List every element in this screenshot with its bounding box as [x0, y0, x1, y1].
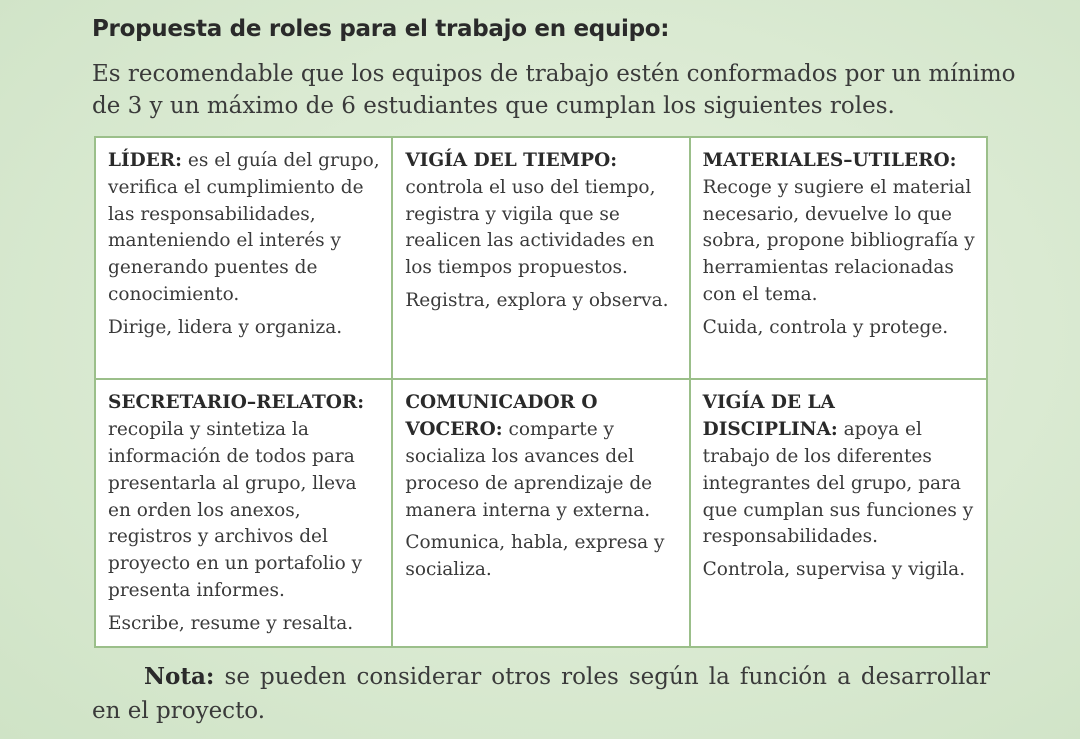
note-paragraph	[92, 660, 990, 728]
role-name: LÍDER:	[108, 150, 183, 171]
role-description: es el guía del grupo, verifica el cumplimiento de las responsabilidades, manteniendo el interés y generando puentes de conocimiento.	[108, 150, 380, 305]
role-verbs: Comunica, habla, expresa y socializa.	[405, 532, 665, 581]
intro-line-1: Es recomendable que los equipos de trabajo estén conformados por un mínimo	[92, 61, 1016, 87]
role-verbs: Registra, explora y observa.	[405, 289, 669, 311]
role-description: Recoge y sugiere el material necesario, devuelve lo que sobra, propone bibliografía y herramientas relacionadas con el tema.	[702, 176, 975, 305]
role-description: recopila y sintetiza la información de todos para presentarla al grupo, lleva en orden los anexos, registros y archivos del proyecto en un portafolio y presenta informes.	[108, 419, 363, 602]
note-label: Nota:	[144, 663, 215, 690]
role-description: comparte y socializa los avances del proceso de aprendizaje de manera interna y externa.	[405, 419, 653, 521]
role-description: apoya el trabajo de los diferentes integrantes del grupo, para que cumplan sus funciones y responsabilidades.	[702, 419, 974, 548]
role-cell-secretario-relator	[95, 379, 392, 647]
role-name: VIGÍA DE LA DISCIPLINA:	[702, 392, 838, 441]
role-name: MATERIALES–UTILERO:	[702, 150, 957, 171]
roles-row-1	[95, 137, 987, 379]
role-cell-materiales-utilero	[690, 137, 987, 379]
roles-row-2	[95, 379, 987, 647]
role-description: controla el uso del tiempo, registra y vigila que se realicen las actividades en los tiempos propuestos.	[405, 176, 656, 279]
roles-table	[94, 136, 988, 648]
role-verbs: Escribe, resume y resalta.	[108, 612, 354, 634]
role-name: COMUNICADOR O VOCERO:	[405, 392, 598, 441]
intro-line-2: de 3 y un máximo de 6 estudiantes que cumplan los siguientes roles.	[92, 93, 895, 119]
intro-paragraph	[92, 58, 1016, 122]
role-name: VIGÍA DEL TIEMPO:	[405, 150, 618, 171]
role-cell-vigia-tiempo	[392, 137, 689, 379]
role-cell-lider	[95, 137, 392, 379]
role-verbs: Controla, supervisa y vigila.	[702, 559, 966, 581]
role-verbs: Dirige, lidera y organiza.	[108, 316, 343, 338]
role-verbs: Cuida, controla y protege.	[702, 316, 949, 338]
page-heading: Propuesta de roles para el trabajo en equipo:	[92, 16, 670, 42]
note-text: se pueden considerar otros roles según la función a desarrollar en el proyecto.	[92, 664, 991, 724]
role-name: SECRETARIO–RELATOR:	[108, 392, 365, 414]
role-cell-comunicador-vocero	[392, 379, 689, 647]
role-cell-vigia-disciplina	[690, 379, 987, 647]
